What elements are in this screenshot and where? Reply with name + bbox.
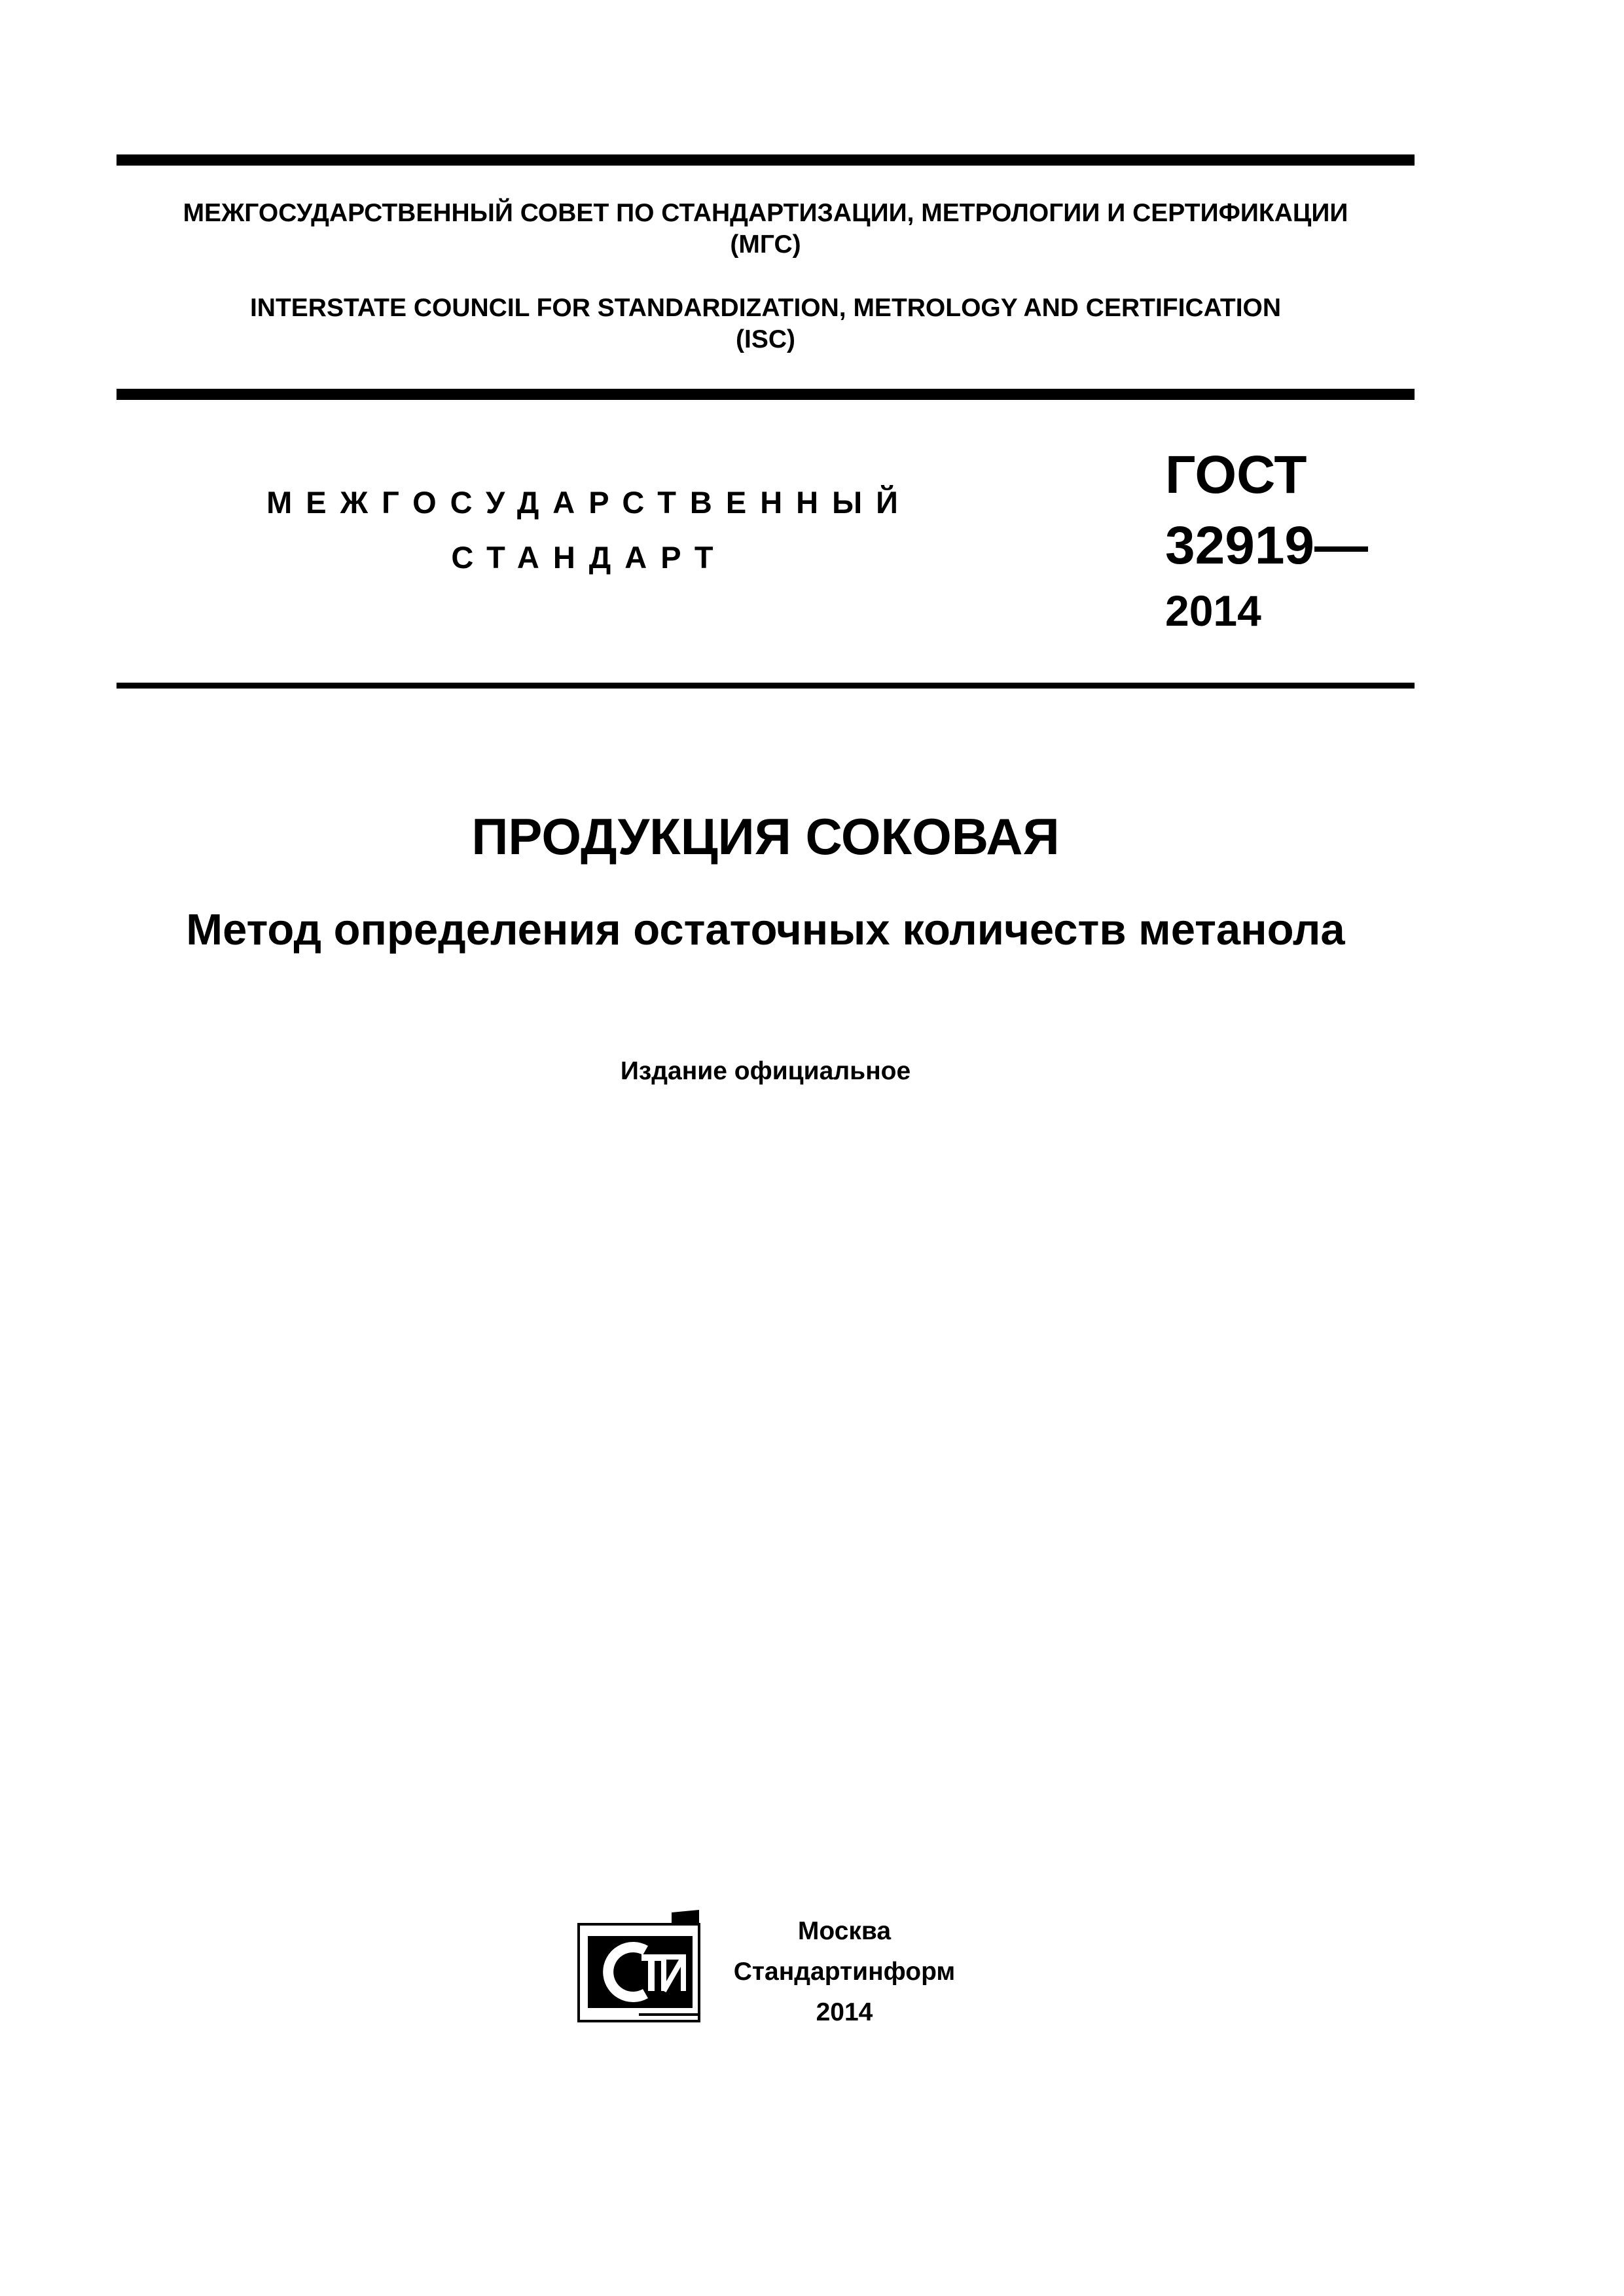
council-name-ru	[117, 198, 1415, 260]
council-abbr-ru: (МГС)	[730, 230, 801, 259]
council-name-ru-line1: МЕЖГОСУДАРСТВЕННЫЙ СОВЕТ ПО СТАНДАРТИЗАЦИИ, МЕТРОЛОГИИ И СЕРТИФИКАЦИИ	[183, 199, 1348, 227]
middle-rule	[117, 389, 1415, 400]
standartinform-logo-icon	[573, 1910, 704, 2028]
logo-t-stem	[648, 1954, 655, 1991]
council-name-en	[117, 293, 1415, 355]
publisher-imprint	[720, 1911, 969, 2033]
standard-kind-line1: МЕЖГОСУДАРСТВЕННЫЙ	[266, 485, 912, 520]
gost-number: 32919—	[1165, 516, 1369, 575]
gost-designation	[1165, 440, 1368, 640]
lower-rule	[117, 683, 1415, 689]
standard-kind-line2: СТАНДАРТ	[451, 540, 727, 575]
gost-label: ГОСТ	[1165, 445, 1307, 505]
publisher-city: Москва	[797, 1917, 892, 1945]
document-title: ПРОДУКЦИЯ СОКОВАЯ	[471, 808, 1060, 865]
top-rule	[117, 154, 1415, 166]
document-subtitle: Метод определения остаточных количеств метанола	[186, 905, 1345, 954]
logo-baseline	[639, 2013, 699, 2016]
edition-note: Издание официальное	[620, 1057, 911, 1085]
council-name-en-line1: INTERSTATE COUNCIL FOR STANDARDIZATION, METROLOGY AND CERTIFICATION	[249, 294, 1282, 322]
logo-flag	[672, 1910, 699, 1924]
gost-year: 2014	[1165, 586, 1261, 635]
council-abbr-en: (ISC)	[736, 325, 795, 353]
publisher-year: 2014	[816, 1998, 873, 2026]
publisher-name: Стандартинформ	[733, 1958, 956, 1986]
